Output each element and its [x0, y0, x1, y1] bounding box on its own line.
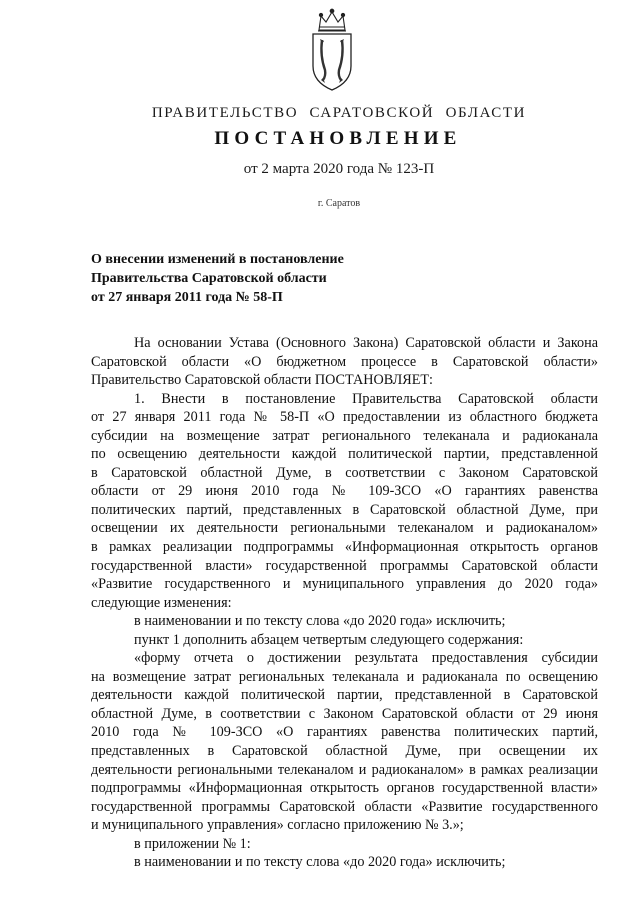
body-line: подпрограммы «Информационная открытость органов государственной власти» [91, 780, 598, 797]
body-line: деятельности каждой политической партии, представленной в Саратовской [91, 687, 598, 704]
body-line: Правительство Саратовской области ПОСТАНОВЛЯЕТ: [91, 372, 434, 389]
body-line: государственной программы Саратовской области «Развитие государственного [91, 798, 598, 815]
title-line: Правительства Саратовской области [91, 271, 327, 286]
document-date-number: от 2 марта 2020 года № 123-П [243, 161, 435, 177]
body-line: в приложении № 1: [134, 835, 251, 852]
body-line: в рамках реализации подпрограммы «Информационная открытость органов [91, 539, 598, 556]
title-line: О внесении изменений в постановление [91, 252, 344, 267]
document-body [91, 334, 598, 872]
body-line: областной Думе, в соответствии с Законом Саратовской области от 29 июня [91, 705, 598, 722]
document-type: ПОСТАНОВЛЕНИЕ [214, 128, 462, 149]
body-line: «форму отчета о достижении результата предоставления субсидии [134, 650, 598, 667]
body-line: области от 29 июня 2010 года № 109-ЗСО «О гарантиях равенства [91, 483, 598, 500]
body-line: представленных в Саратовской областной Думе, при освещении их [91, 743, 598, 760]
body-line: от 27 января 2011 года № 58-П «О предоставлении из областного бюджета [91, 409, 598, 426]
body-line: по освещению деятельности каждой политической партии, представленной [91, 446, 598, 463]
body-line: в наименовании и по тексту слова «до 2020 года» исключить; [134, 613, 506, 630]
body-line: освещении их деятельности региональными телеканалом и радиоканалом» [91, 520, 598, 537]
title-line: от 27 января 2011 года № 58-П [91, 290, 283, 305]
government-name: ПРАВИТЕЛЬСТВО САРАТОВСКОЙ ОБЛАСТИ [151, 105, 527, 121]
body-line: пункт 1 дополнить абзацем четвертым следующего содержания: [134, 631, 524, 648]
document-title [91, 250, 431, 307]
document-city: г. Саратов [317, 198, 361, 209]
body-line: «Развитие государственного и муниципального управления до 2020 года» [91, 576, 598, 593]
body-line: 1. Внести в постановление Правительства Саратовской области [134, 390, 598, 407]
body-line: и муниципального управления» согласно приложению № 3.»; [91, 817, 464, 834]
body-line: на возмещение затрат региональных телеканала и радиоканала по освещению [91, 668, 598, 685]
body-line: деятельности региональными телеканалом и радиоканалом» в рамках реализации [91, 761, 598, 778]
body-line: политических партий, представленных в Саратовской областной Думе, при [91, 501, 598, 518]
body-line: следующие изменения: [91, 594, 232, 611]
body-line: в наименовании и по тексту слова «до 2020 года» исключить; [134, 854, 506, 871]
body-line: государственной власти» государственной программы Саратовской области [91, 557, 598, 574]
saratov-coat-of-arms-icon [307, 8, 357, 92]
body-line: в Саратовской областной Думе, в соответствии с Законом Саратовской [91, 464, 598, 481]
body-line: На основании Устава (Основного Закона) Саратовской области и Закона [134, 335, 598, 351]
body-line: 2010 года № 109-ЗСО «О гарантиях равенства политических партий, [91, 724, 598, 741]
body-line: Саратовской области «О бюджетном процессе в Саратовской области» [91, 353, 598, 370]
body-line: субсидии на возмещение затрат регионального телеканала и радиоканала [91, 427, 598, 444]
